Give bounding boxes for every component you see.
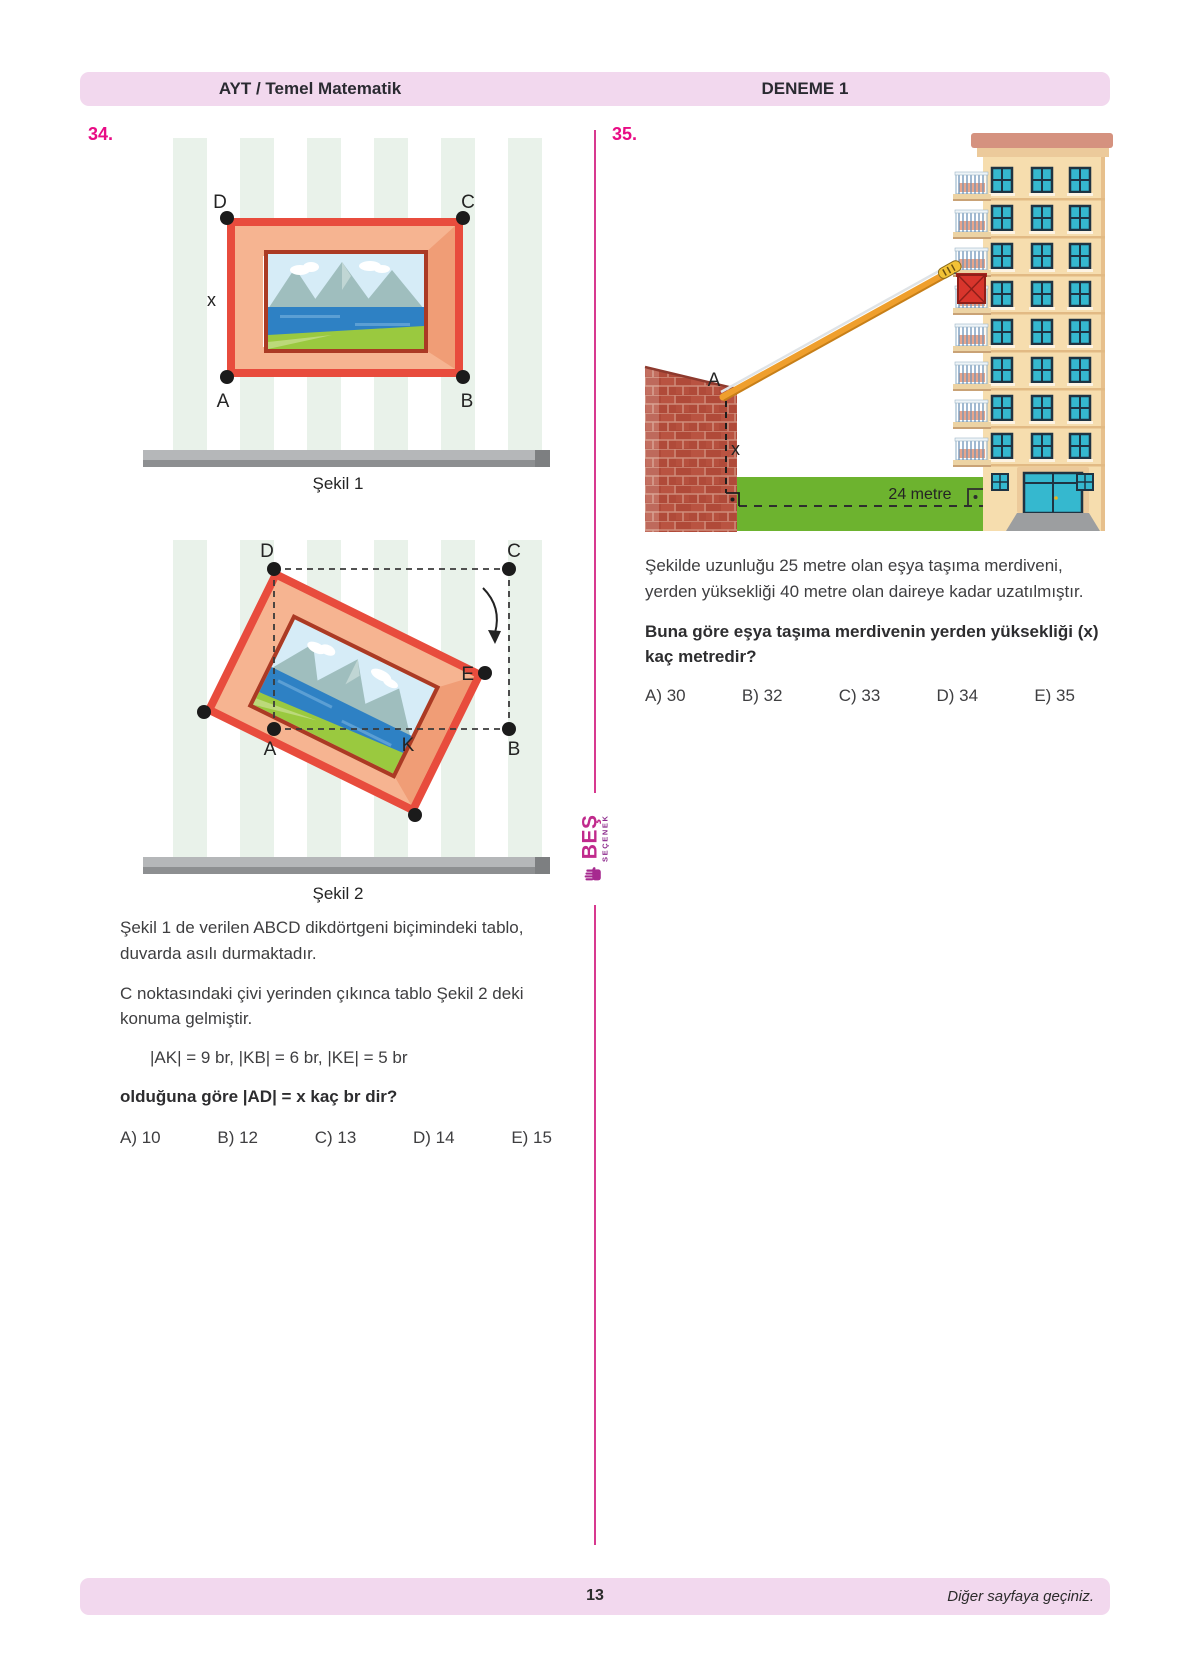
publisher-logo (563, 793, 625, 905)
q34-paragraph-1: Şekil 1 de verilen ABCD dikdörtgeni biçimindeki tablo, duvarda asılı durmaktadır. (120, 918, 524, 963)
fig2-label-D: D (260, 541, 274, 562)
page-number: 13 (586, 1587, 604, 1604)
header-bar (80, 72, 1110, 106)
q35-option-c: C) 33 (838, 686, 881, 706)
fig1-label-B: B (460, 391, 474, 412)
question-35-body (645, 553, 1100, 706)
q35-label-x: x (731, 439, 740, 459)
q35-option-e: E) 35 (1034, 686, 1075, 706)
q35-option-a: A) 30 (645, 686, 686, 706)
landscape-picture (263, 252, 426, 351)
figure-2-illustration (70, 495, 550, 920)
q34-option-e: E) 15 (511, 1127, 552, 1147)
q34-question-text: olduğuna göre |AD| = x kaç br dir? (120, 1087, 398, 1107)
ladder (721, 259, 963, 401)
fig1-caption: Şekil 1 (312, 474, 364, 493)
footer-note: Diğer sayfaya geçiniz. (947, 1588, 1094, 1605)
logo-text-sub: SEÇENEK (600, 814, 610, 863)
q35-question-text: Buna göre eşya taşıma merdivenin yerden yüksekliği (x) kaç metredir? (645, 621, 1099, 667)
fig2-label-C: C (507, 541, 521, 562)
fig1-label-x: x (207, 290, 216, 310)
fig2-label-E: E (461, 664, 474, 685)
lift-basket (954, 273, 987, 303)
baseboard (143, 857, 550, 874)
baseboard (143, 450, 550, 467)
header-exam-title: DENEME 1 (761, 79, 849, 98)
q34-paragraph-2: C noktasındaki çivi yerinden çıkınca tablo Şekil 2 deki konuma gelmiştir. (120, 983, 524, 1029)
five-hand-icon (585, 866, 604, 883)
q34-option-d: D) 14 (413, 1127, 455, 1147)
q34-option-c: C) 13 (314, 1127, 357, 1147)
question-34-body (120, 915, 560, 1148)
q34-options-row (120, 1128, 552, 1148)
fig2-label-K: K (401, 735, 415, 756)
question-35-number: 35. (612, 124, 638, 144)
logo-text-main: BEŞ (578, 814, 602, 860)
q34-given-values: |AK| = 9 br, |KB| = 6 br, |KE| = 5 br (150, 1048, 408, 1068)
q35-paragraph: Şekilde uzunluğu 25 metre olan eşya taşıma merdiveni, yerden yüksekliği 40 metre olan daireye kadar uzatılmıştır. (645, 556, 1084, 601)
figure-1-illustration (70, 120, 550, 498)
footer-bar (80, 1578, 1110, 1615)
q35-label-A: A (707, 370, 721, 391)
distance-label: 24 metre (888, 486, 952, 503)
q34-option-b: B) 12 (217, 1127, 258, 1147)
apartment-building (953, 133, 1113, 531)
fig2-caption: Şekil 2 (312, 884, 364, 903)
fig2-label-A: A (263, 739, 277, 760)
fig1-label-A: A (216, 391, 230, 412)
header-course-title: AYT / Temel Matematik (218, 79, 402, 98)
fig2-label-B: B (507, 739, 521, 760)
q35-option-d: D) 34 (936, 686, 979, 706)
question-35-illustration (600, 125, 1120, 540)
question-34-number: 34. (88, 124, 114, 144)
q35-option-b: B) 32 (741, 686, 783, 706)
q34-option-a: A) 10 (120, 1127, 161, 1147)
fig1-label-C: C (461, 192, 475, 213)
q35-options-row (645, 686, 1075, 706)
fig1-label-D: D (213, 192, 227, 213)
rotation-arrow-icon (483, 588, 501, 644)
picture-frame (227, 218, 463, 377)
